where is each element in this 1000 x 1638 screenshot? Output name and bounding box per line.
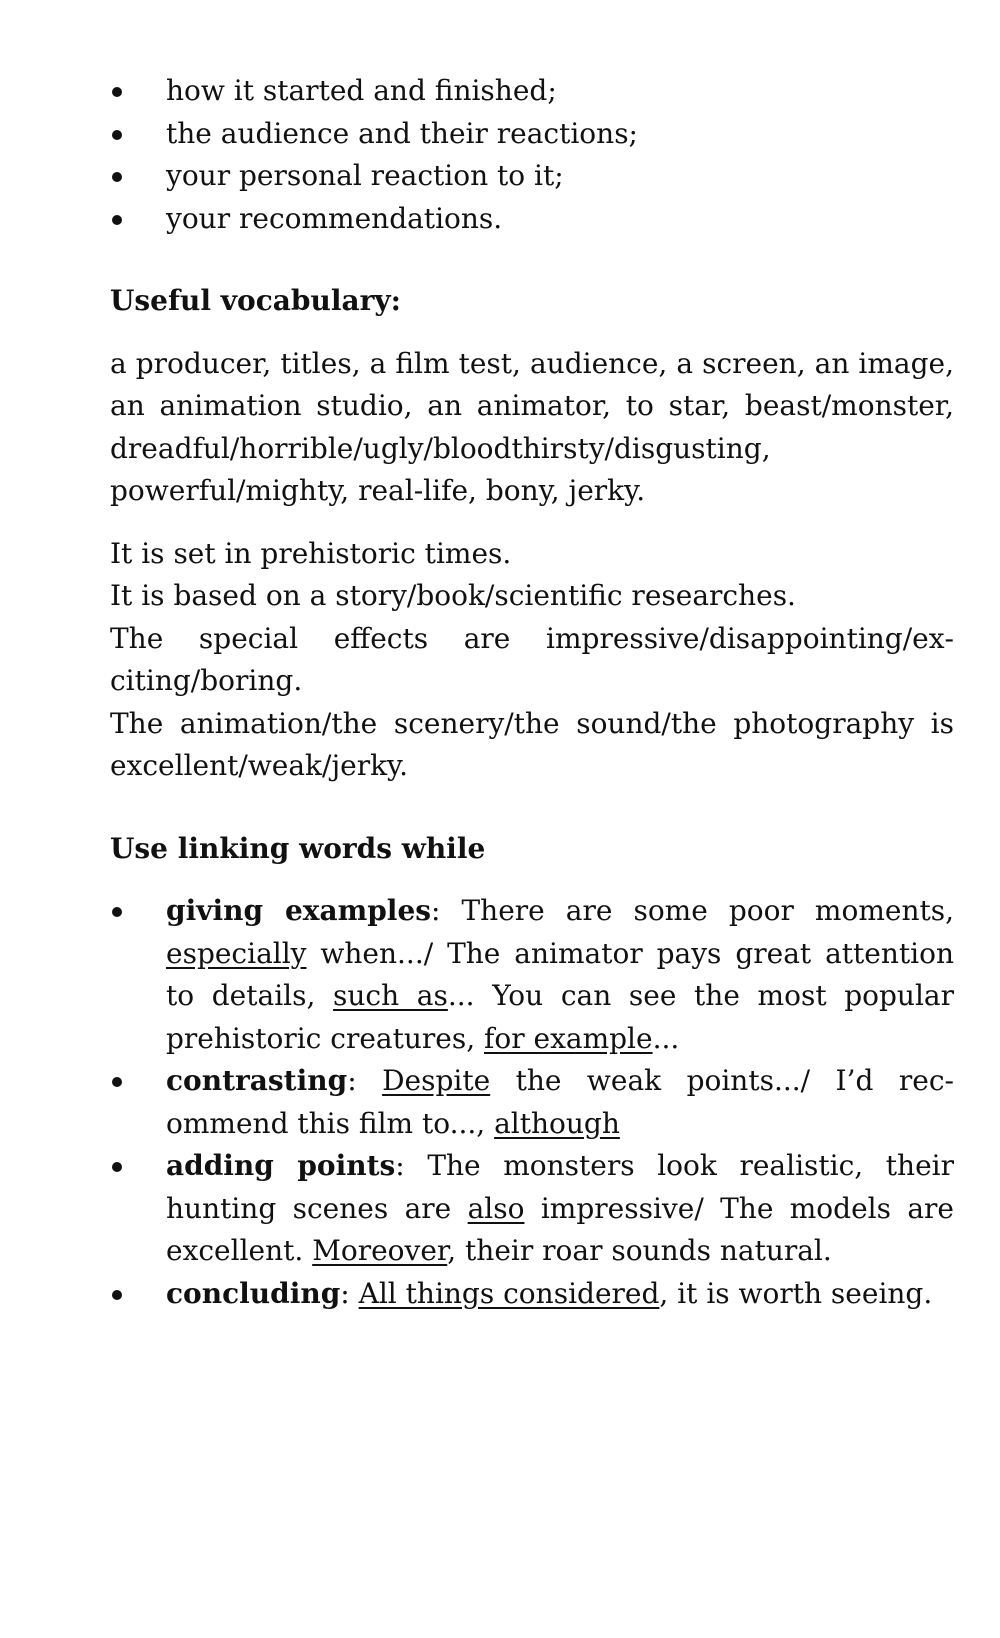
list-item: your recommendations.	[166, 201, 503, 235]
underlined-linker: Moreover	[312, 1234, 448, 1267]
linking-words-heading: Use linking words while	[110, 831, 486, 865]
phrase-special-effects: The special effects are impressive/disappointing/exciting/boring.	[110, 621, 954, 697]
vocabulary-paragraph: a producer, titles, a film test, audience, a screen, an image, an animation studio, an animator, to star, beast/monster, dreadful/horrible/ugly/bloodthirsty/disgusting, powerful/mighty, real-life, bony, jerky.	[110, 346, 954, 507]
linking-item-giving-examples: giving examples: There are some poor moments, especially when.../ The animator pays great attention to details, such as... You can see the most popular prehistoric creatures, for example...	[166, 894, 954, 1055]
phrase-based-on: It is based on a story/book/scientific researches.	[110, 579, 796, 612]
linking-item-adding-points: adding points: The monsters look realistic, their hunting scenes are also impressive/ The models are excellent. Moreover, their roar sounds natural.	[166, 1149, 954, 1267]
phrases-block	[110, 533, 954, 788]
useful-vocabulary-heading: Useful vocabulary:	[110, 284, 401, 317]
list-item: your personal reaction to it;	[166, 159, 564, 192]
underlined-linker: especially	[166, 936, 307, 970]
underlined-linker: All things considered	[358, 1276, 660, 1310]
linking-item-contrasting: contrasting: Despite the weak points.../ I’d recommend this film to..., although	[166, 1064, 954, 1140]
underlined-linker: although	[494, 1106, 620, 1140]
linking-words-list	[110, 890, 954, 1315]
review-points-list	[110, 70, 954, 240]
phrase-animation: The animation/the scenery/the sound/the photography is excellent/weak/jerky.	[110, 706, 954, 782]
list-item: how it started and finished;	[166, 74, 557, 107]
underlined-linker: for example	[484, 1021, 653, 1055]
list-item: the audience and their reactions;	[166, 116, 638, 150]
phrase-setting: It is set in prehistoric times.	[110, 536, 512, 570]
underlined-linker: such as	[333, 979, 448, 1012]
linking-item-concluding: concluding: All things considered, it is worth seeing.	[166, 1276, 933, 1310]
underlined-linker: also	[467, 1191, 525, 1225]
underlined-linker: Despite	[382, 1064, 491, 1097]
